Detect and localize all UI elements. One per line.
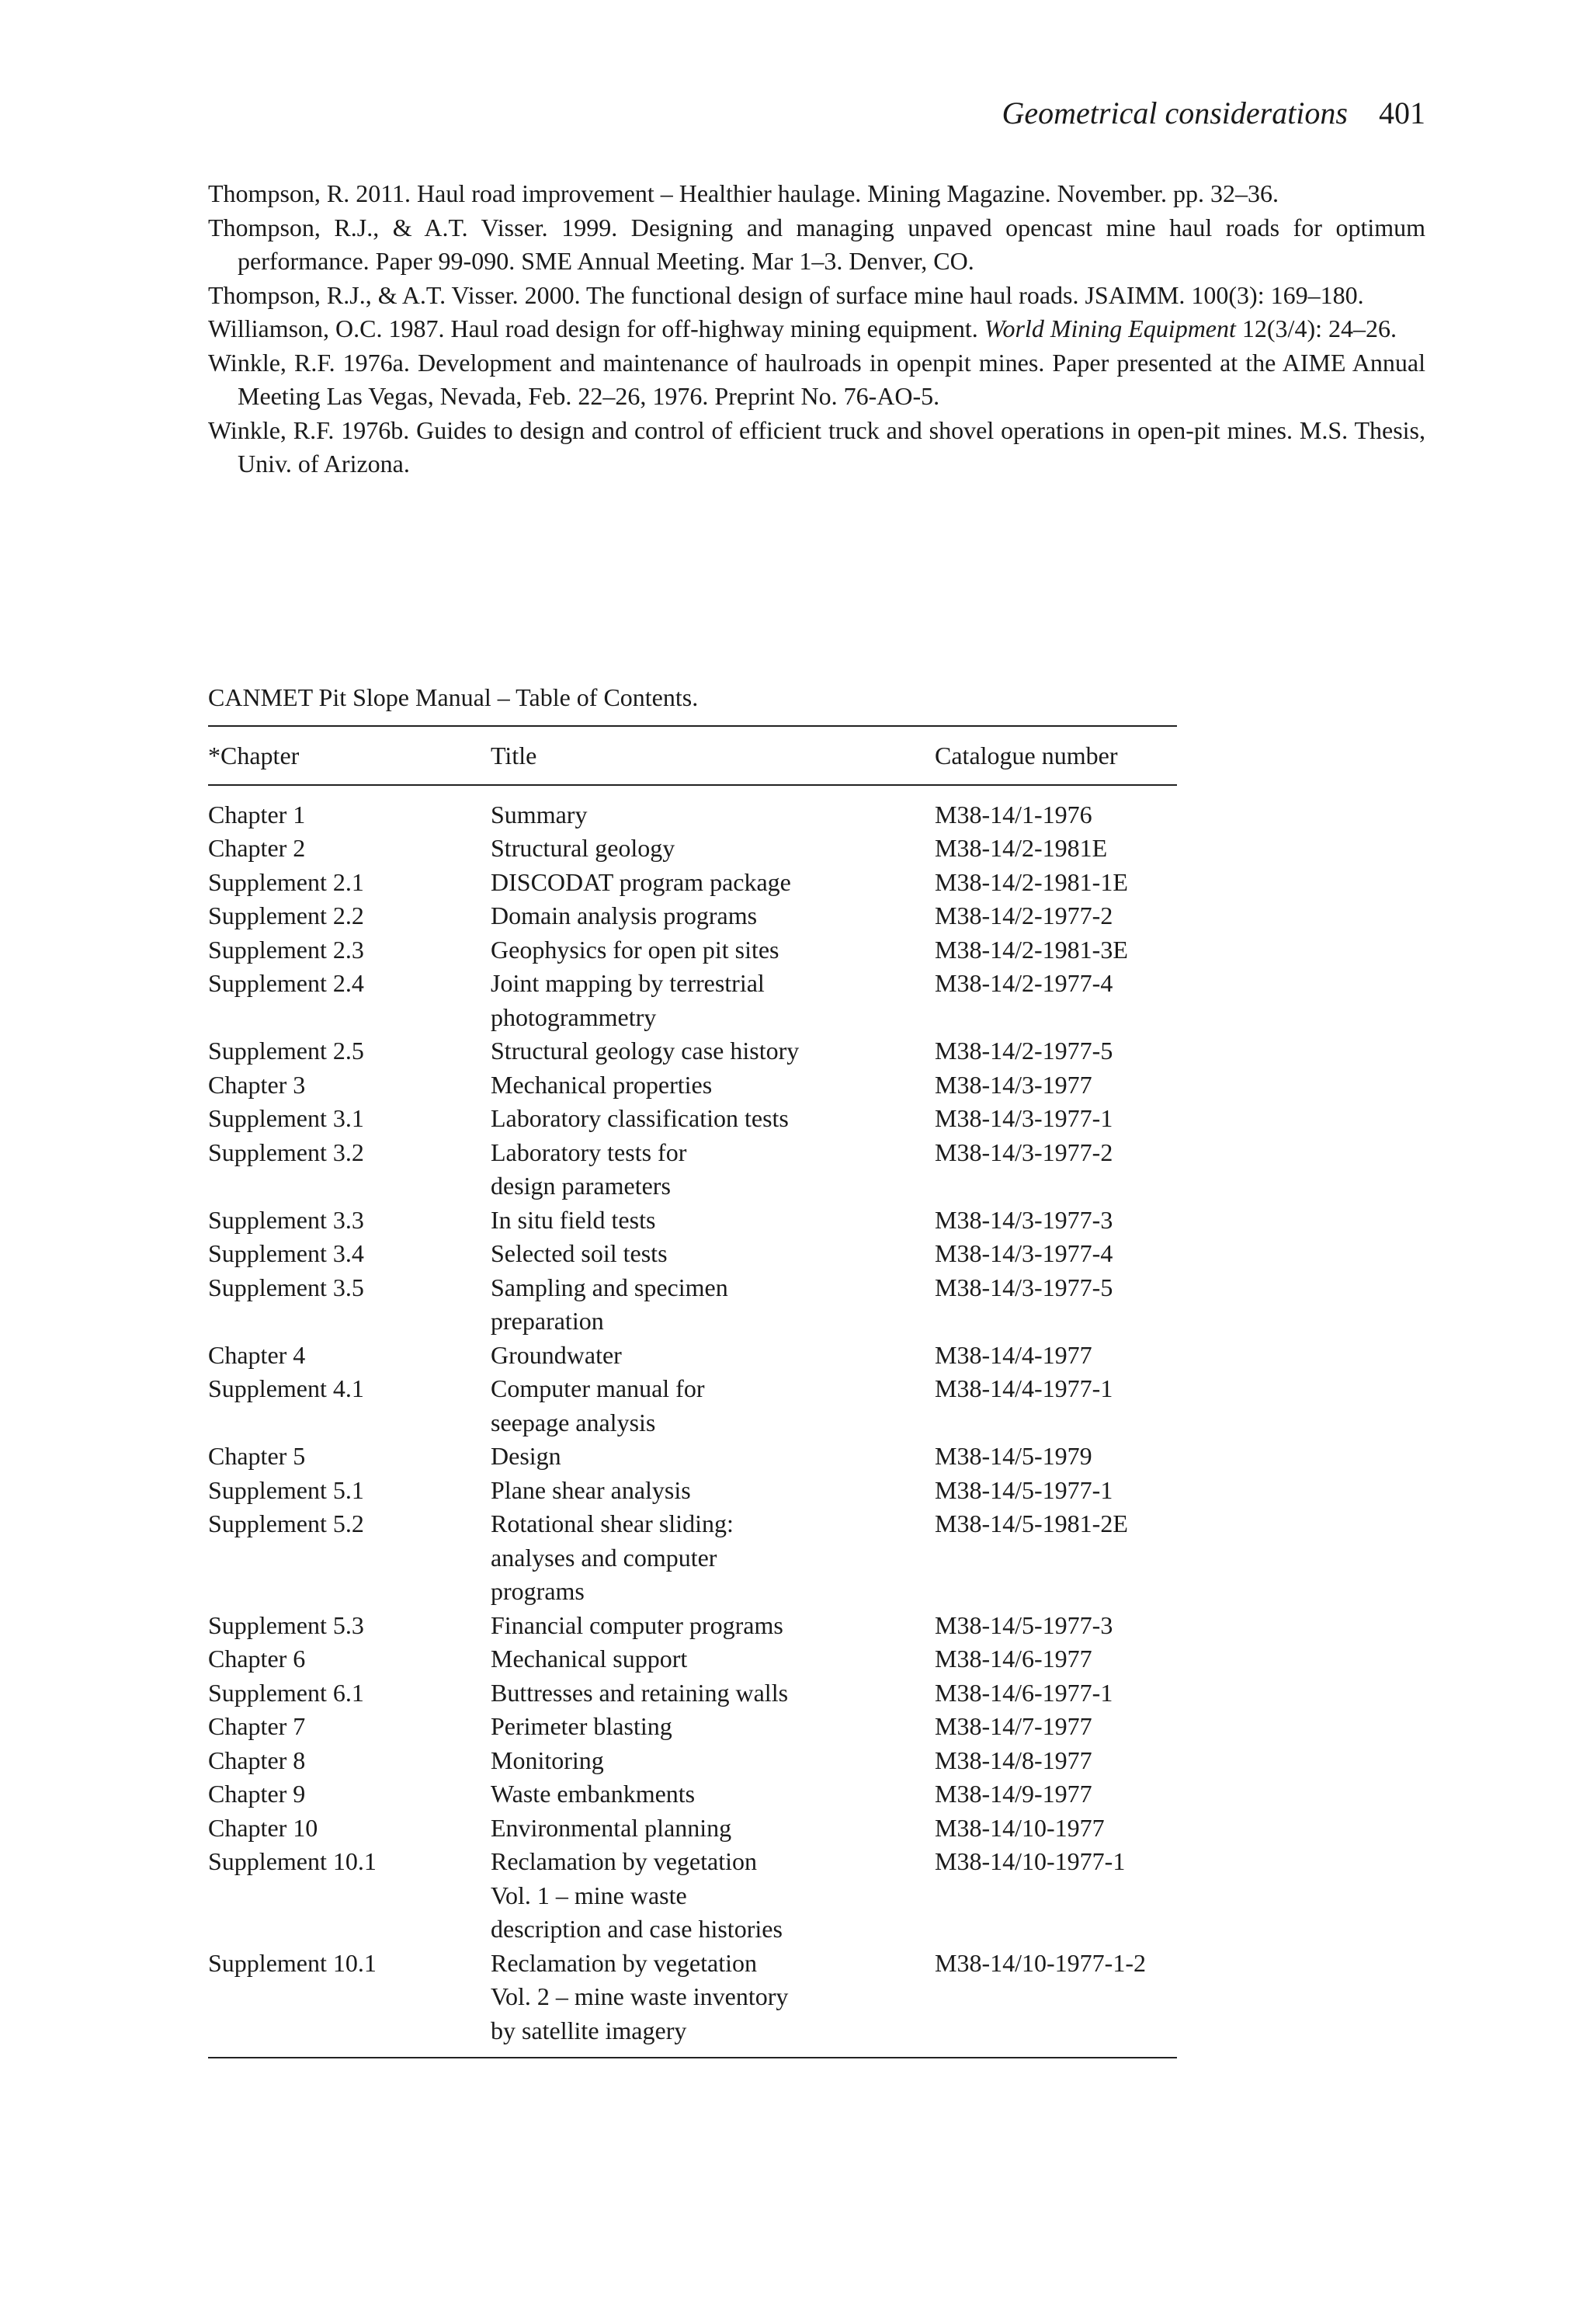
cell-title — [491, 1136, 935, 1204]
table-row — [208, 967, 1177, 1034]
title-line: by satellite imagery — [491, 2016, 687, 2044]
cell-catalogue-number: M38-14/2-1977-2 — [935, 901, 1113, 929]
title-line: Laboratory classification tests — [491, 1104, 789, 1132]
table-row — [208, 1947, 1177, 2058]
title-line: Summary — [491, 800, 588, 829]
title-line: analyses and computer — [491, 1543, 717, 1572]
title-line: Geophysics for open pit sites — [491, 935, 779, 964]
cell-chapter: Chapter 4 — [208, 1340, 306, 1369]
cell-chapter: Chapter 6 — [208, 1645, 306, 1673]
running-header — [1002, 92, 1426, 135]
table-row — [208, 1642, 1177, 1676]
table-row — [208, 1812, 1177, 1846]
title-line: Sampling and specimen — [491, 1273, 728, 1301]
cell-title — [491, 1507, 935, 1609]
cell-catalogue-number: M38-14/4-1977-1 — [935, 1374, 1113, 1402]
cell-title — [491, 899, 935, 933]
title-line: Structural geology case history — [491, 1037, 800, 1065]
cell-catalogue-number: M38-14/9-1977 — [935, 1780, 1092, 1808]
cell-catalogue-number: M38-14/2-1977-4 — [935, 969, 1113, 997]
title-line: Perimeter blasting — [491, 1712, 672, 1740]
cell-title — [491, 1237, 935, 1271]
title-line: Buttresses and retaining walls — [491, 1678, 789, 1707]
title-line: Mechanical support — [491, 1645, 688, 1673]
cell-catalogue-number: M38-14/10-1977 — [935, 1813, 1105, 1842]
reference-text: Williamson, O.C. 1987. Haul road design for off-highway mining equipment. — [208, 314, 984, 342]
title-line: preparation — [491, 1307, 604, 1335]
table-row — [208, 933, 1177, 967]
table-row — [208, 899, 1177, 933]
cell-catalogue-number: M38-14/2-1977-5 — [935, 1037, 1113, 1065]
cell-catalogue-number: M38-14/3-1977-3 — [935, 1205, 1113, 1234]
cell-chapter: Chapter 7 — [208, 1712, 306, 1740]
title-line: Plane shear analysis — [491, 1475, 691, 1504]
table-row — [208, 1271, 1177, 1339]
cell-chapter: Supplement 5.1 — [208, 1475, 364, 1504]
cell-title — [491, 1372, 935, 1440]
title-line: Vol. 2 – mine waste inventory — [491, 1982, 789, 2010]
cell-chapter: Chapter 3 — [208, 1070, 306, 1099]
cell-chapter: Supplement 5.3 — [208, 1610, 364, 1639]
cell-title — [491, 1339, 935, 1373]
title-line: design parameters — [491, 1172, 671, 1200]
table-row — [208, 1744, 1177, 1778]
cell-chapter: Supplement 3.4 — [208, 1239, 364, 1267]
title-line: Reclamation by vegetation — [491, 1847, 757, 1875]
table-row — [208, 1845, 1177, 1947]
cell-catalogue-number: M38-14/3-1977 — [935, 1070, 1092, 1099]
cell-catalogue-number: M38-14/6-1977 — [935, 1645, 1092, 1673]
cell-chapter: Supplement 3.1 — [208, 1104, 364, 1132]
cell-catalogue-number: M38-14/3-1977-2 — [935, 1138, 1113, 1166]
table-row — [208, 1440, 1177, 1474]
table-row — [208, 1507, 1177, 1609]
table-row — [208, 785, 1177, 832]
title-line: Mechanical properties — [491, 1070, 713, 1099]
cell-title — [491, 1204, 935, 1238]
reference-entry: Thompson, R.J., & A.T. Visser. 2000. The functional design of surface mine haul roads. JSAIMM. 100(3): 169–180. — [208, 280, 1364, 309]
cell-title — [491, 1676, 935, 1711]
table-of-contents — [208, 725, 1177, 2058]
table-row — [208, 1609, 1177, 1643]
table-row — [208, 832, 1177, 866]
cell-catalogue-number: M38-14/4-1977 — [935, 1340, 1092, 1369]
cell-title — [491, 1102, 935, 1136]
table-row — [208, 1372, 1177, 1440]
reference-entry — [208, 312, 1425, 346]
table-body — [208, 785, 1177, 2058]
title-line: Vol. 1 – mine waste — [491, 1881, 687, 1909]
title-line: description and case histories — [491, 1915, 783, 1943]
cell-chapter: Supplement 10.1 — [208, 1847, 377, 1875]
table-row — [208, 1777, 1177, 1812]
cell-title — [491, 785, 935, 832]
cell-chapter: Supplement 2.1 — [208, 867, 364, 896]
cell-title — [491, 1068, 935, 1103]
cell-chapter: Supplement 10.1 — [208, 1948, 377, 1977]
cell-chapter: Supplement 3.2 — [208, 1138, 364, 1166]
table-row — [208, 1676, 1177, 1711]
cell-catalogue-number: M38-14/3-1977-4 — [935, 1239, 1113, 1267]
table-row — [208, 1710, 1177, 1744]
cell-chapter: Chapter 2 — [208, 834, 306, 862]
cell-chapter: Chapter 5 — [208, 1442, 306, 1470]
table-row — [208, 1068, 1177, 1103]
cell-title — [491, 1777, 935, 1812]
title-line: Monitoring — [491, 1746, 604, 1774]
running-title: Geometrical considerations — [1002, 96, 1348, 130]
cell-chapter: Chapter 8 — [208, 1746, 306, 1774]
cell-catalogue-number: M38-14/5-1977-1 — [935, 1475, 1113, 1504]
cell-title — [491, 1744, 935, 1778]
title-line: Environmental planning — [491, 1813, 732, 1842]
title-line: photogrammetry — [491, 1002, 657, 1031]
header-catalogue-number: Catalogue number — [935, 726, 1177, 785]
reference-entry: Thompson, R.J., & A.T. Visser. 1999. Designing and managing unpaved opencast mine haul roads for optimum performance. Paper 99-090. SME Annual Meeting. Mar 1–3. Denver, CO. — [208, 213, 1425, 275]
cell-catalogue-number: M38-14/2-1981-1E — [935, 867, 1128, 896]
cell-catalogue-number: M38-14/1-1976 — [935, 800, 1092, 829]
table-row — [208, 1237, 1177, 1271]
cell-title — [491, 1271, 935, 1339]
title-line: Joint mapping by terrestrial — [491, 969, 765, 997]
cell-title — [491, 967, 935, 1034]
cell-catalogue-number: M38-14/2-1981E — [935, 834, 1108, 862]
title-line: Computer manual for — [491, 1374, 705, 1402]
cell-title — [491, 832, 935, 866]
reference-entry: Winkle, R.F. 1976b. Guides to design and control of efficient truck and shovel operations in open-pit mines. M.S. Thesis, Univ. of Arizona. — [208, 415, 1425, 478]
cell-title — [491, 1440, 935, 1474]
reference-text: 12(3/4): 24–26. — [1235, 314, 1397, 342]
cell-chapter: Supplement 2.3 — [208, 935, 364, 964]
cell-chapter: Supplement 6.1 — [208, 1678, 364, 1707]
cell-title — [491, 866, 935, 900]
cell-chapter: Chapter 10 — [208, 1813, 318, 1842]
reference-entry: Winkle, R.F. 1976a. Development and maintenance of haulroads in openpit mines. Paper presented at the AIME Annual Meeting Las Vegas, Nevada, Feb. 22–26, 1976. Preprint No. 76-AO-5. — [208, 348, 1425, 410]
cell-chapter: Supplement 2.5 — [208, 1037, 364, 1065]
cell-title — [491, 1034, 935, 1068]
title-line: Reclamation by vegetation — [491, 1948, 757, 1977]
reference-journal: World Mining Equipment — [984, 314, 1236, 342]
cell-title — [491, 1812, 935, 1846]
title-line: Groundwater — [491, 1340, 622, 1369]
cell-title — [491, 933, 935, 967]
title-line: DISCODAT program package — [491, 867, 791, 896]
cell-chapter: Supplement 2.4 — [208, 969, 364, 997]
cell-catalogue-number: M38-14/5-1979 — [935, 1442, 1092, 1470]
cell-catalogue-number: M38-14/3-1977-1 — [935, 1104, 1113, 1132]
cell-chapter: Chapter 9 — [208, 1780, 306, 1808]
cell-catalogue-number: M38-14/10-1977-1-2 — [935, 1948, 1146, 1977]
reference-entry: Thompson, R. 2011. Haul road improvement – Healthier haulage. Mining Magazine. November. pp. 32–36. — [208, 179, 1279, 207]
page-number: 401 — [1379, 96, 1425, 130]
cell-chapter: Supplement 3.5 — [208, 1273, 364, 1301]
cell-chapter: Supplement 3.3 — [208, 1205, 364, 1234]
cell-title — [491, 1947, 935, 2058]
cell-title — [491, 1474, 935, 1508]
title-line: Selected soil tests — [491, 1239, 668, 1267]
table-caption: CANMET Pit Slope Manual – Table of Contents. — [208, 683, 699, 711]
table-row — [208, 1204, 1177, 1238]
cell-title — [491, 1642, 935, 1676]
cell-chapter: Chapter 1 — [208, 800, 306, 829]
cell-title — [491, 1609, 935, 1643]
table-row — [208, 1102, 1177, 1136]
reference-list — [208, 177, 1425, 481]
table-row — [208, 866, 1177, 900]
cell-catalogue-number: M38-14/6-1977-1 — [935, 1678, 1113, 1707]
title-line: Domain analysis programs — [491, 901, 758, 929]
title-line: Structural geology — [491, 834, 675, 862]
title-line: In situ field tests — [491, 1205, 656, 1234]
table-row — [208, 1339, 1177, 1373]
cell-catalogue-number: M38-14/10-1977-1 — [935, 1847, 1126, 1875]
table-row — [208, 1034, 1177, 1068]
title-line: seepage analysis — [491, 1408, 656, 1436]
header-title: Title — [491, 726, 935, 785]
table-header-row — [208, 726, 1177, 785]
title-line: Design — [491, 1442, 561, 1470]
cell-catalogue-number: M38-14/3-1977-5 — [935, 1273, 1113, 1301]
cell-catalogue-number: M38-14/5-1977-3 — [935, 1610, 1113, 1639]
title-line: programs — [491, 1577, 585, 1605]
cell-title — [491, 1845, 935, 1947]
table-row — [208, 1474, 1177, 1508]
title-line: Laboratory tests for — [491, 1138, 687, 1166]
cell-catalogue-number: M38-14/5-1981-2E — [935, 1509, 1128, 1537]
title-line: Rotational shear sliding: — [491, 1509, 734, 1537]
cell-chapter: Supplement 4.1 — [208, 1374, 364, 1402]
cell-catalogue-number: M38-14/8-1977 — [935, 1746, 1092, 1774]
cell-chapter: Supplement 2.2 — [208, 901, 364, 929]
cell-chapter: Supplement 5.2 — [208, 1509, 364, 1537]
cell-title — [491, 1710, 935, 1744]
title-line: Financial computer programs — [491, 1610, 783, 1639]
title-line: Waste embankments — [491, 1780, 696, 1808]
header-chapter: *Chapter — [208, 726, 491, 785]
cell-catalogue-number: M38-14/7-1977 — [935, 1712, 1092, 1740]
table-row — [208, 1136, 1177, 1204]
cell-catalogue-number: M38-14/2-1981-3E — [935, 935, 1128, 964]
